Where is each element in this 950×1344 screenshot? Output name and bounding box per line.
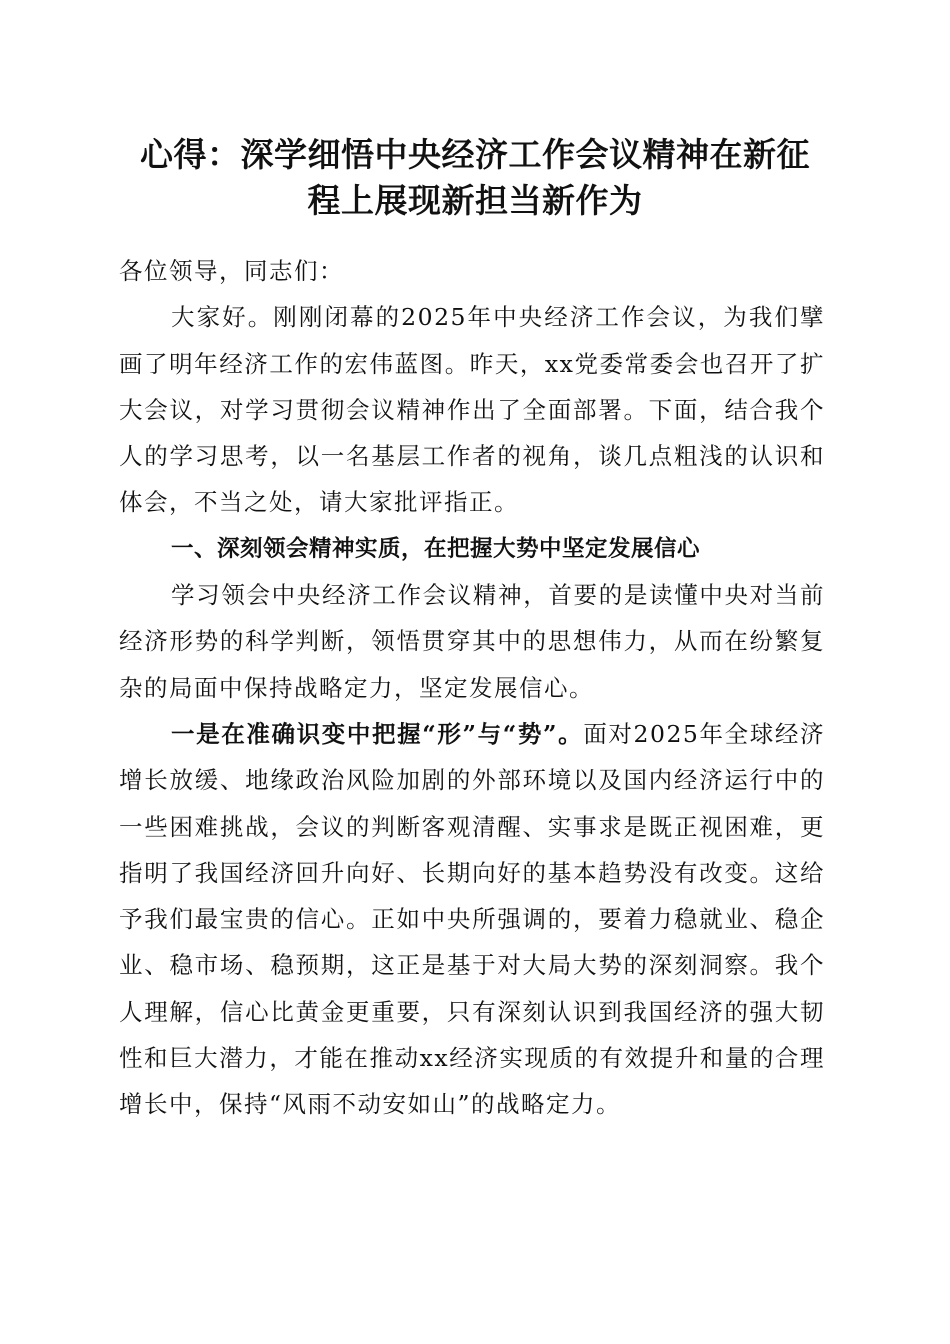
title-line-2: 程上展现新担当新作为 <box>307 181 643 220</box>
section-1-paragraph: 学习领会中央经济工作会议精神，首要的是读懂中央对当前经济形势的科学判断，领悟贯穿其中的思想伟力，从而在纷繁复杂的局面中保持战略定力，坚定发展信心。 <box>119 581 825 702</box>
salutation: 各位领导，同志们： <box>119 257 344 285</box>
point-1-text: 面对2025年全球经济增长放缓、地缘政治风险加剧的外部环境以及国内经济运行中的一些困难挑战，会议的判断客观清醒、实事求是既正视困难，更指明了我国经济回升向好、长期向好的基本趋势没有改变。这给予我们最宝贵的信心。正如中央所强调的，要着力稳就业、稳企业、稳市场、稳预期，这正是基于对大局大势的深刻洞察。我个人理解，信心比黄金更重要，只有深刻认识到我国经济的强大韧性和巨大潜力，才能在推动xx经济实现质的有效提升和量的合理增长中，保持“风雨不动安如山”的战略定力。 <box>119 719 825 1119</box>
document-title <box>110 132 840 224</box>
intro-paragraph: 大家好。刚刚闭幕的2025年中央经济工作会议，为我们擘画了明年经济工作的宏伟蓝图。昨天，xx党委常委会也召开了扩大会议，对学习贯彻会议精神作出了全面部署。下面，结合我个人的学习思考，以一名基层工作者的视角，谈几点粗浅的认识和体会，不当之处，请大家批评指正。 <box>119 303 825 517</box>
document-body <box>119 248 825 1128</box>
title-line-1: 心得：深学细悟中央经济工作会议精神在新征 <box>140 135 810 174</box>
section-heading-1: 一、深刻领会精神实质，在把握大势中坚定发展信心 <box>171 535 701 562</box>
point-1-lead-in: 一是在准确识变中把握“形”与“势”。 <box>171 719 584 748</box>
point-1-paragraph <box>119 711 825 1128</box>
